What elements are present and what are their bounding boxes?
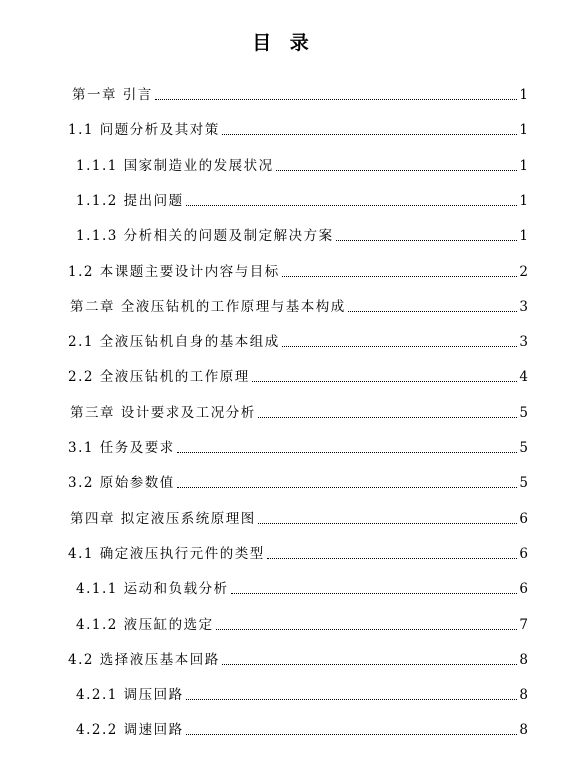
toc-entry[interactable]: [68, 119, 528, 141]
toc-entry-label: 第四章 拟定液压系统原理图: [70, 510, 256, 527]
dot-leader: [222, 133, 518, 135]
toc-entry-page-number: 5: [519, 475, 528, 492]
toc-entry-page-number: 2: [519, 263, 528, 280]
toc-entry[interactable]: [76, 155, 528, 177]
toc-entry-page-number: 8: [519, 687, 528, 704]
toc-entry[interactable]: [76, 225, 528, 247]
toc-entry[interactable]: [68, 331, 528, 353]
toc-entry-label: 1.1.2 提出问题: [76, 192, 184, 209]
toc-entry-label: 4.1.1 运动和负载分析: [76, 581, 229, 598]
toc-entry-label: 4.2.1 调压回路: [76, 687, 184, 704]
toc-entry-page-number: 3: [519, 298, 528, 315]
toc-entry[interactable]: [68, 472, 528, 494]
toc-entry-label: 1.1.1 国家制造业的发展状况: [76, 157, 274, 174]
toc-entry-page-number: 8: [519, 651, 528, 668]
toc-entry-label: 第一章 引言: [72, 87, 153, 103]
toc-entry[interactable]: [76, 190, 528, 212]
toc-entry-page-number: 1: [519, 228, 528, 245]
toc-entry-page-number: 1: [519, 157, 528, 174]
dot-leader: [186, 698, 518, 700]
toc-entry[interactable]: [68, 543, 528, 565]
toc-entry-page-number: 6: [519, 510, 528, 527]
toc-entry-page-number: 4: [519, 369, 528, 386]
toc-entry-label: 2.1 全液压钻机自身的基本组成: [68, 334, 280, 351]
toc-entry[interactable]: [72, 84, 528, 106]
toc-entry-label: 3.1 任务及要求: [68, 440, 175, 456]
toc-entry[interactable]: [68, 437, 528, 459]
toc-entry-page-number: 5: [519, 404, 528, 421]
dot-leader: [231, 592, 518, 594]
dot-leader: [282, 275, 518, 277]
toc-entry[interactable]: [68, 366, 528, 388]
dot-leader: [222, 663, 518, 665]
dot-leader: [252, 380, 518, 382]
toc-entry-label: 1.2 本课题主要设计内容与目标: [68, 263, 280, 280]
dot-leader: [258, 522, 518, 524]
toc-entry-label: 2.2 全液压钻机的工作原理: [68, 369, 250, 386]
toc-entry[interactable]: [76, 614, 528, 636]
toc-entry-page-number: 5: [519, 440, 528, 456]
toc-entry-page-number: 8: [519, 722, 528, 739]
toc-entry[interactable]: [76, 719, 528, 741]
toc-entry-page-number: 1: [519, 87, 528, 103]
toc-entry-label: 4.1 确定液压执行元件的类型: [68, 545, 265, 562]
dot-leader: [186, 204, 518, 206]
toc-entry[interactable]: [68, 649, 528, 671]
toc-entry-label: 第三章 设计要求及工况分析: [70, 404, 256, 421]
dot-leader: [282, 345, 518, 347]
toc-entry-page-number: 7: [519, 616, 528, 633]
toc-entry-label: 4.1.2 液压缸的选定: [76, 616, 214, 633]
toc-entry-label: 第二章 全液压钻机的工作原理与基本构成: [70, 298, 346, 315]
dot-leader: [155, 98, 518, 100]
toc-entry[interactable]: [76, 684, 528, 706]
dot-leader: [216, 628, 518, 630]
toc-entry[interactable]: [70, 508, 528, 530]
dot-leader: [348, 310, 518, 312]
toc-entry-label: 1.1.3 分析相关的问题及制定解决方案: [76, 228, 334, 245]
toc-entry[interactable]: [76, 578, 528, 600]
toc-entry[interactable]: [70, 402, 528, 424]
dot-leader: [177, 451, 518, 453]
toc-entry-label: 1.1 问题分析及其对策: [68, 122, 220, 139]
toc-entry-label: 4.2.2 调速回路: [76, 722, 184, 739]
dot-leader: [177, 486, 518, 488]
toc-entry-label: 3.2 原始参数值: [68, 475, 175, 492]
toc-entry-label: 4.2 选择液压基本回路: [68, 651, 220, 668]
toc-entry-page-number: 3: [519, 334, 528, 351]
toc-entry-page-number: 1: [519, 122, 528, 139]
dot-leader: [276, 169, 518, 171]
dot-leader: [267, 557, 518, 559]
toc-entry-page-number: 6: [519, 581, 528, 598]
dot-leader: [258, 416, 518, 418]
toc-entry[interactable]: [68, 261, 528, 283]
toc-title: 目 录: [252, 32, 315, 54]
dot-leader: [336, 239, 518, 241]
toc-entry[interactable]: [70, 296, 528, 318]
dot-leader: [186, 733, 518, 735]
toc-entry-page-number: 1: [519, 192, 528, 209]
toc-entry-page-number: 6: [519, 545, 528, 562]
